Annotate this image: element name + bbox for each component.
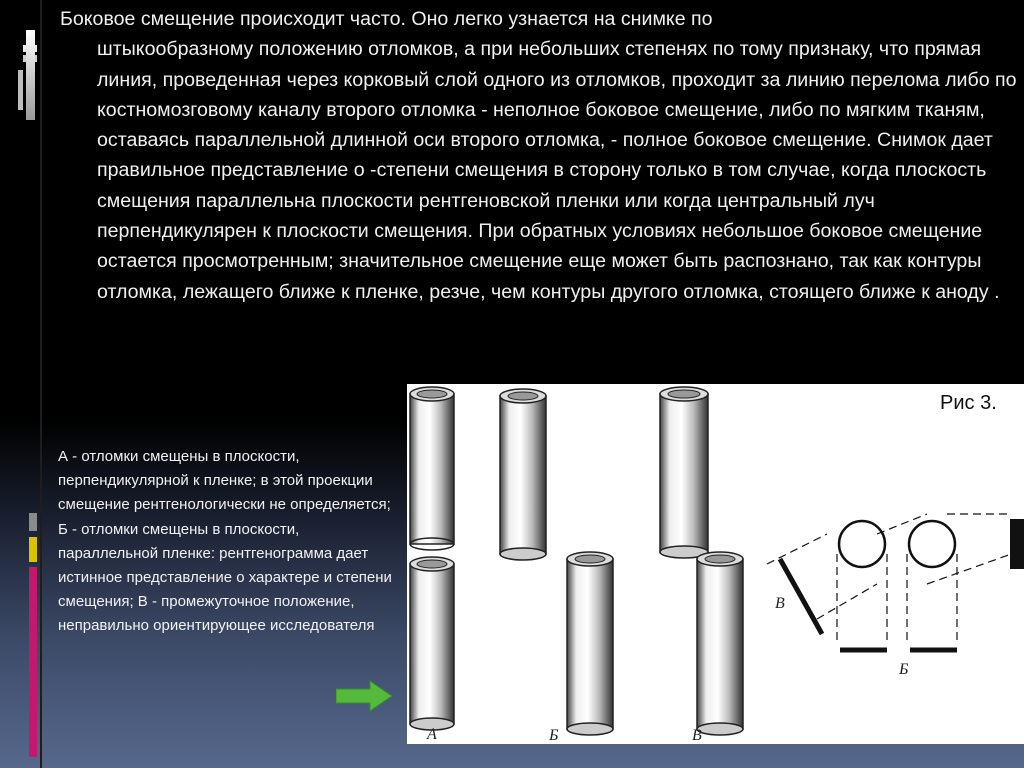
decor-bar-gray bbox=[29, 513, 37, 531]
diagram-label-b: Б bbox=[899, 661, 909, 678]
figure-caption: А - отломки смещены в плоскости, перпендикулярной к пленке; в этой проекции смещение рентгенологически не определяется; Б - отломки смещены в плоскости, параллельной пленке: рентгенограмма дает истинное представление о характере и степени смещения; В - промежуточное положение, неправильно ориентирующее исследователя bbox=[58, 448, 392, 635]
fragment-v-bottom bbox=[697, 552, 743, 735]
decor-bar-yellow bbox=[29, 537, 37, 562]
projection-diagram bbox=[767, 514, 1024, 650]
fragment-a-top bbox=[410, 387, 454, 550]
bone-fragments-drawing bbox=[407, 384, 1024, 744]
green-arrow-icon bbox=[336, 680, 394, 712]
fragment-v-top bbox=[660, 387, 708, 558]
label-v: В bbox=[692, 727, 702, 744]
main-paragraph-rest: штыкообразному положению отломков, а при небольших степенях по тому признаку, что прямая линия, проведенная через корковый слой одного из отломков, проходит за линию перелома либо по костномозговому каналу второго отломка - неполное боковое смещение, либо по мягким тканям, оставаясь параллельной длинной оси второго отломка, - полное боковое смещение. Снимок дает правильное представление о -степени смещения в сторону только в том случае, когда плоскость смещения параллельна плоскости рентгеновской пленки или когда центральный луч перпендикулярен к плоскости смещения. При обратных условиях небольшое боковое смещение остается просмотренным; значительное смещение еще может быть распознано, так как контуры отломка, лежащего ближе к пленке, резче, чем контуры другого отломка, стоящего ближе к аноду . bbox=[97, 38, 1017, 303]
decor-bar-top-3 bbox=[26, 30, 35, 120]
label-a: А bbox=[427, 726, 437, 743]
diagram-label-v: В bbox=[775, 595, 785, 612]
decor-bar-top-4 bbox=[18, 70, 23, 110]
fragment-b-bottom bbox=[567, 552, 613, 735]
fragment-a-bottom bbox=[410, 557, 454, 730]
main-paragraph bbox=[60, 4, 1020, 307]
left-accent-bar bbox=[40, 0, 42, 768]
decor-bar-pink bbox=[29, 567, 37, 757]
main-paragraph-first-line: Боковое смещение происходит часто. Оно легко узнается на снимке по bbox=[60, 8, 713, 30]
fragment-b-top bbox=[500, 389, 546, 560]
label-b: Б bbox=[549, 727, 559, 744]
figure-illustration bbox=[407, 384, 1024, 744]
figure-title: Рис 3. bbox=[940, 392, 997, 414]
